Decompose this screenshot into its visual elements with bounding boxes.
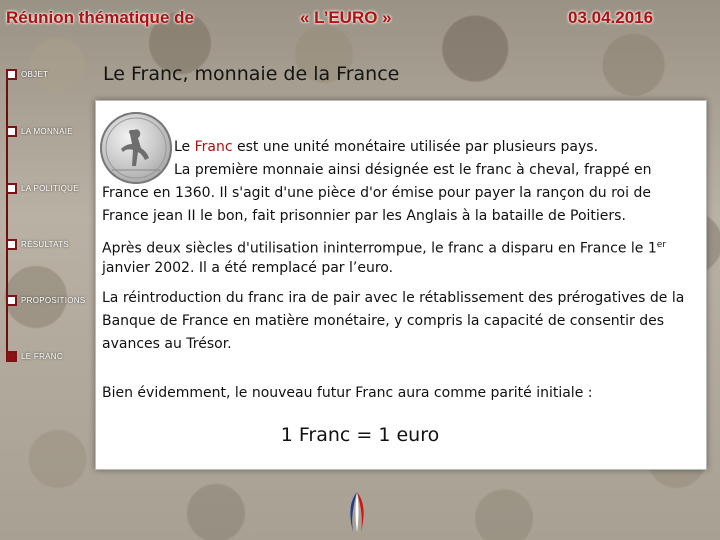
nav-item-propositions[interactable] <box>6 292 86 308</box>
nav-marker <box>6 295 17 306</box>
paragraph-intro-line2: La première monnaie ainsi désignée est le franc à cheval, frappé en <box>174 162 652 178</box>
nav-item-la-monnaie[interactable] <box>6 123 73 139</box>
nav-item-label: RÉSULTATS <box>21 239 70 249</box>
header-subject: « L’EURO » <box>300 8 392 27</box>
paragraph-disappearance-line2: janvier 2002. Il a été remplacé par l’euro. <box>102 260 394 276</box>
nav-item-objet[interactable] <box>6 66 48 82</box>
nav-item-label: LA POLITIQUE <box>21 183 79 193</box>
nav-item-resultats[interactable] <box>6 236 69 252</box>
franc-coin-image <box>100 112 172 184</box>
nav-item-label: PROPOSITIONS <box>21 295 86 305</box>
nav-item-le-franc[interactable] <box>6 348 63 364</box>
slide-title: Le Franc, monnaie de la France <box>103 63 400 85</box>
sower-icon <box>100 112 172 184</box>
parity-equation: 1 Franc = 1 euro <box>280 424 440 446</box>
nav-item-label: LE FRANC <box>21 351 63 361</box>
nav-marker-active <box>6 351 17 362</box>
nav-item-label: LA MONNAIE <box>21 126 73 136</box>
paragraph-reintroduction-line1: La réintroduction du franc ira de pair avec le rétablissement des prérogatives de la <box>102 290 685 306</box>
paragraph-intro-line1 <box>174 136 694 159</box>
nav-marker <box>6 69 17 80</box>
nav-marker <box>6 239 17 250</box>
paragraph-reintroduction-line3: avances au Trésor. <box>102 336 232 352</box>
intro-prefix: Le <box>174 139 195 155</box>
nav-marker <box>6 183 17 194</box>
nav-item-la-politique[interactable] <box>6 180 79 196</box>
paragraph-parity: Bien évidemment, le nouveau futur Franc aura comme parité initiale : <box>102 385 593 401</box>
nav-item-label: OBJET <box>21 69 49 79</box>
nav-connector-line <box>6 72 8 357</box>
header-title: Réunion thématique de <box>6 8 194 27</box>
disappearance-text: Après deux siècles d'utilisation ininterrompue, le franc a disparu en France le 1 <box>102 240 657 257</box>
intro-line1: est une unité monétaire utilisée par plusieurs pays. <box>232 139 599 155</box>
paragraph-intro-line3: France en 1360. Il s'agit d'une pièce d'or émise pour payer la rançon du roi de <box>102 185 651 201</box>
paragraph-reintroduction-line2: Banque de France en matière monétaire, y compris la capacité de consentir des <box>102 313 665 329</box>
paragraph-intro-line4: France jean II le bon, fait prisonnier par les Anglais à la bataille de Poitiers. <box>102 208 626 224</box>
franc-keyword: Franc <box>194 139 233 155</box>
nav-marker <box>6 126 17 137</box>
header-bar <box>0 0 720 34</box>
header-date: 03.04.2016 <box>568 8 654 27</box>
superscript-er: er <box>656 240 667 250</box>
party-flame-logo <box>345 490 369 534</box>
flame-icon <box>345 490 369 534</box>
